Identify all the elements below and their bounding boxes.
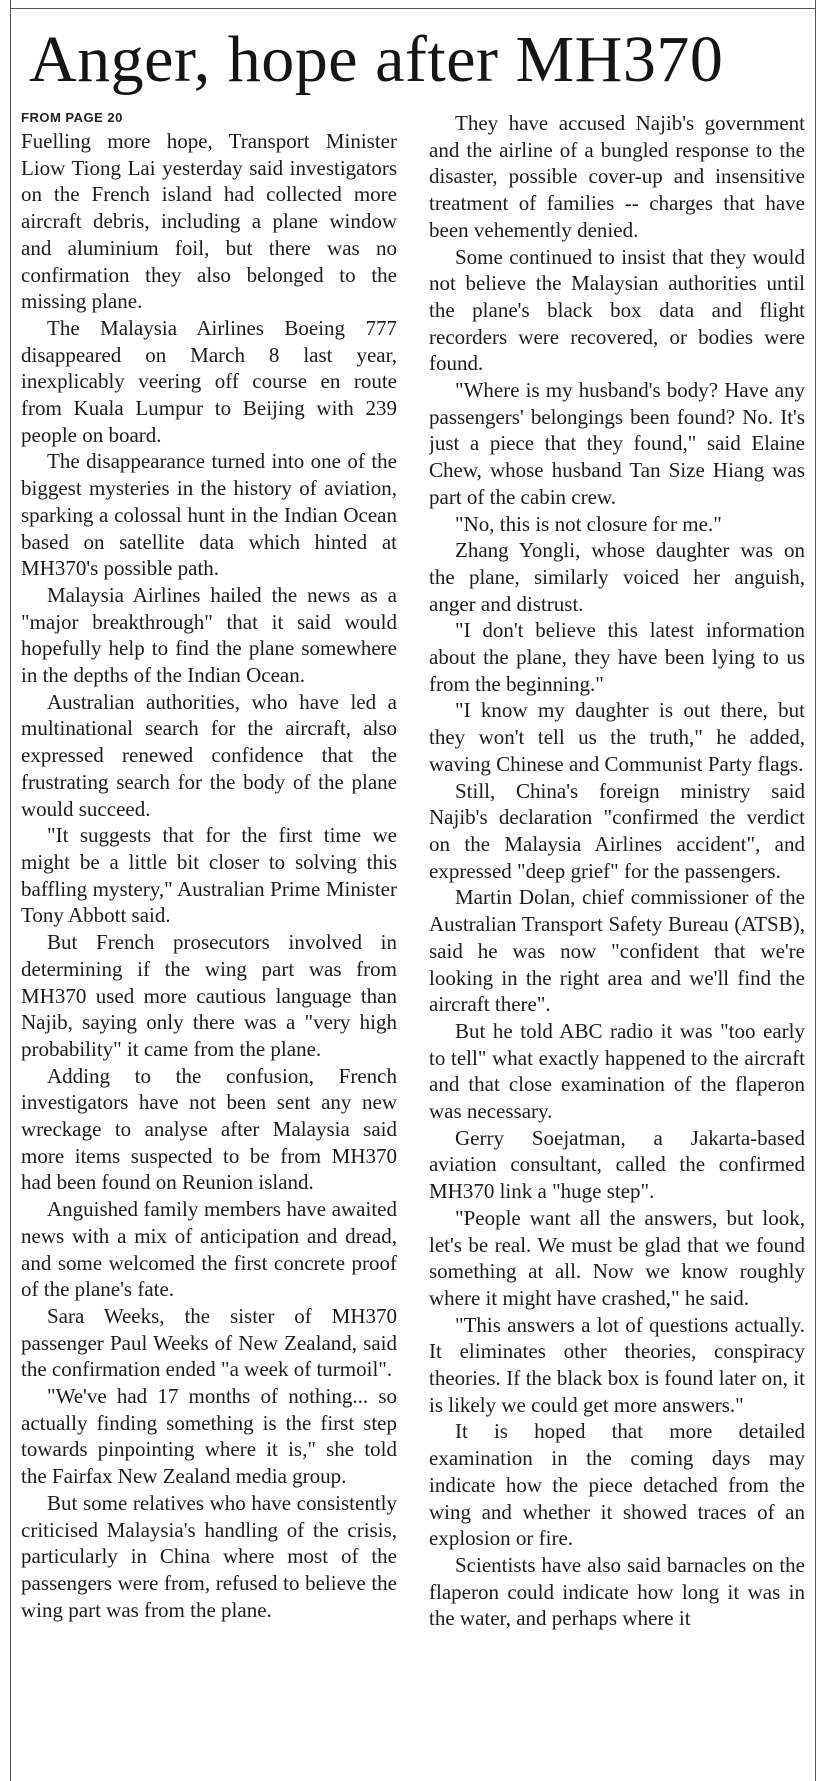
paragraph: They have accused Najib's government and the airline of a bungled response to the disaster, possible cover-up and insensitive treatment of families -- charges that have been vehemently denied. <box>429 111 805 242</box>
paragraph: Some continued to insist that they would not believe the Malaysian authorities until the plane's black box data and flight recorders were recovered, or bodies were found. <box>429 244 805 376</box>
headline: Anger, hope after MH370 <box>29 23 724 96</box>
paragraph: "Where is my husband's body? Have any passengers' belongings been found? No. It's just a piece that they found," said Elaine Chew, whose husband Tan Size Hiang was part of the cabin crew. <box>429 378 805 509</box>
paragraph: "People want all the answers, but look, let's be real. We must be glad that we found something at all. Now we know roughly where it might have crashed," he said. <box>429 1205 805 1310</box>
paragraph: Still, China's foreign ministry said Najib's declaration "confirmed the verdict on the Malaysia Airlines accident", and expressed "deep grief" for the passengers. <box>429 778 805 883</box>
page-jump-kicker: FROM PAGE 20 <box>21 110 123 125</box>
paragraph: Gerry Soejatman, a Jakarta-based aviation consultant, called the confirmed MH370 link a "huge step". <box>429 1125 805 1204</box>
paragraph: The disappearance turned into one of the biggest mysteries in the history of aviation, sparking a colossal hunt in the Indian Ocean based on satellite data which hinted at MH370's possible path. <box>21 449 397 581</box>
paragraph: "I don't believe this latest information about the plane, they have been lying to us from the beginning." <box>429 618 805 696</box>
article-body <box>21 110 805 1775</box>
paragraph: Australian authorities, who have led a multinational search for the aircraft, also expressed renewed confidence that the frustrating search for the body of the plane would succeed. <box>21 689 397 821</box>
paragraph: The Malaysia Airlines Boeing 777 disappeared on March 8 last year, inexplicably veering off course en route from Kuala Lumpur to Beijing with 239 people on board. <box>21 315 397 447</box>
newspaper-page <box>10 0 816 1781</box>
paragraph: But he told ABC radio it was "too early to tell" what exactly happened to the aircraft and that close examination of the flaperon was necessary. <box>429 1018 805 1124</box>
paragraph: But some relatives who have consistently criticised Malaysia's handling of the crisis, particularly in China where most of the passengers were from, refused to believe the wing part was from the plane. <box>21 1490 397 1622</box>
paragraph: Sara Weeks, the sister of MH370 passenger Paul Weeks of New Zealand, said the confirmation ended "a week of turmoil". <box>21 1303 397 1382</box>
paragraph: Adding to the confusion, French investigators have not been sent any new wreckage to analyse after Malaysia said more items suspected to be from MH370 had been found on Reunion island. <box>21 1063 397 1195</box>
paragraph: But French prosecutors involved in determining if the wing part was from MH370 used more cautious language than Najib, saying only there was a "very high probability" it came from the plane. <box>21 930 397 1061</box>
paragraph: It is hoped that more detailed examination in the coming days may indicate how the piece detached from the wing and whether it showed traces of an explosion or fire. <box>429 1419 805 1551</box>
paragraph: "No, this is not closure for me." <box>455 511 722 536</box>
paragraph: "This answers a lot of questions actually. It eliminates other theories, conspiracy theories. If the black box is found later on, it is likely we could get more answers." <box>429 1312 805 1417</box>
paragraph: "I know my daughter is out there, but they won't tell us the truth," he added, waving Chinese and Communist Party flags. <box>429 698 805 776</box>
paragraph: "We've had 17 months of nothing... so actually finding something is the first step towards pinpointing where it is," she told the Fairfax New Zealand media group. <box>21 1384 397 1489</box>
paragraph: Scientists have also said barnacles on the flaperon could indicate how long it was in the water, and perhaps where it <box>429 1552 805 1631</box>
paragraph: Malaysia Airlines hailed the news as a "major breakthrough" that it said would hopefully help to find the plane somewhere in the depths of the Indian Ocean. <box>21 582 397 688</box>
right-column <box>429 110 805 1775</box>
top-rule <box>11 8 815 9</box>
left-column <box>21 110 397 1775</box>
paragraph: Zhang Yongli, whose daughter was on the plane, similarly voiced her anguish, anger and distrust. <box>429 538 805 616</box>
paragraph: "It suggests that for the first time we might be a little bit closer to solving this baffling mystery," Australian Prime Minister Tony Abbott said. <box>21 823 397 928</box>
paragraph: Fuelling more hope, Transport Minister Liow Tiong Lai yesterday said investigators on the French island had collected more aircraft debris, including a plane window and aluminium foil, but there was no confirmation they also belonged to the missing plane. <box>21 129 397 314</box>
paragraph: Martin Dolan, chief commissioner of the Australian Transport Safety Bureau (ATSB), said he was now "confident that we're looking in the right area and we'll find the aircraft there". <box>429 885 805 1017</box>
paragraph: Anguished family members have awaited news with a mix of anticipation and dread, and some welcomed the first concrete proof of the plane's fate. <box>21 1197 397 1302</box>
